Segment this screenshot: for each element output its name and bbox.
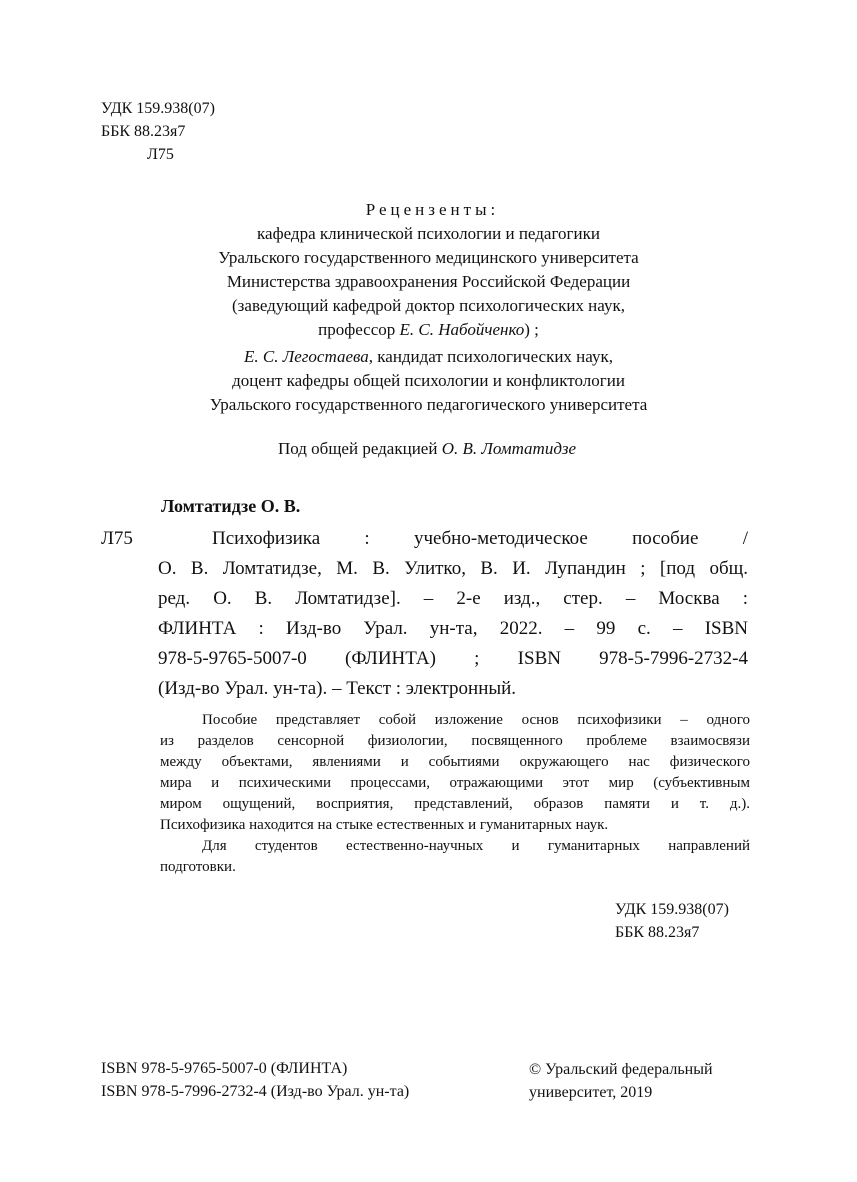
reviewer-2-degree: , кандидат психологических наук, [368, 347, 613, 366]
reviewer-org-line: (заведующий кафедрой доктор психологических наук, [232, 296, 625, 315]
entry-line: Психофизика : учебно-методическое пособие / [212, 528, 748, 549]
abstract-line: Пособие представляет собой изложение основ психофизики – одного [202, 712, 750, 728]
reviewer-org-line: кафедра клинической психологии и педагогики [257, 224, 600, 243]
editor-name: О. В. Ломтатидзе [441, 439, 577, 458]
reviewer-org-line: Министерства здравоохранения Российской Федерации [226, 272, 631, 291]
reviewer-name-2: Е. С. Легостаева [244, 347, 369, 366]
copyright-line: университет, 2019 [529, 1084, 653, 1101]
entry-line: 978-5-9765-5007-0 (ФЛИНТА) ; ISBN 978-5-7996-2732-4 [158, 648, 748, 669]
abstract-line: между объектами, явлениями и событиями окружающего нас физического [160, 754, 750, 770]
reviewer-name-1: Е. С. Набойченко [399, 320, 525, 339]
entry-line: ред. О. В. Ломтатидзе]. – 2-е изд., стер. – Москва : [158, 588, 748, 609]
reviewers-heading: Рецензенты: [365, 200, 500, 219]
reviewer-2-line [0, 345, 857, 369]
editor-line [278, 437, 576, 461]
reviewer-org-line: Уральского государственного медицинского университета [218, 248, 639, 267]
reviewer-2-line: доцент кафедры общей психологии и конфликтологии [232, 371, 625, 390]
author-mark-top: Л75 [147, 146, 174, 163]
abstract-line: из разделов сенсорной физиологии, посвященного проблеме взаимосвязи [160, 733, 750, 749]
entry-line: (Изд-во Урал. ун-та). – Текст : электронный. [158, 678, 517, 699]
reviewer-2-line: Уральского государственного педагогического университета [209, 395, 648, 414]
abstract-line: миром ощущений, восприятия, представлений, образов памяти и т. д.). [160, 796, 750, 812]
bibliographic-entry [158, 524, 748, 704]
bbk-code-bottom: ББК 88.23я7 [615, 924, 700, 941]
entry-line: ФЛИНТА : Изд-во Урал. ун-та, 2022. – 99 с. – ISBN [158, 618, 748, 639]
reviewer-title: профессор [318, 320, 400, 339]
copyright-line: © Уральский федеральный [529, 1061, 713, 1078]
entry-author: Ломтатидзе О. В. [161, 496, 301, 516]
abstract [160, 710, 750, 878]
reviewer-suffix: ) ; [524, 320, 539, 339]
isbn-line: ISBN 978-5-7996-2732-4 (Изд-во Урал. ун-та) [101, 1083, 410, 1100]
reviewer-org-line-name [0, 318, 857, 342]
entry-line: О. В. Ломтатидзе, М. В. Улитко, В. И. Лупандин ; [под общ. [158, 558, 748, 579]
reviewer-2-block [0, 345, 857, 417]
udk-code-bottom: УДК 159.938(07) [615, 901, 729, 918]
abstract-line: Психофизика находится на стыке естественных и гуманитарных наук. [160, 817, 609, 833]
reviewers-block [0, 198, 857, 342]
entry-mark: Л75 [101, 528, 133, 549]
abstract-line: Для студентов естественно-научных и гуманитарных направлений [202, 838, 750, 854]
isbn-line: ISBN 978-5-9765-5007-0 (ФЛИНТА) [101, 1060, 348, 1077]
bbk-code-top: ББК 88.23я7 [101, 123, 186, 140]
editor-prefix: Под общей редакцией [278, 439, 442, 458]
abstract-line: мира и психическими процессами, отражающими этот мир (субъективным [160, 775, 750, 791]
abstract-line: подготовки. [160, 859, 236, 875]
udk-code-top: УДК 159.938(07) [101, 100, 215, 117]
